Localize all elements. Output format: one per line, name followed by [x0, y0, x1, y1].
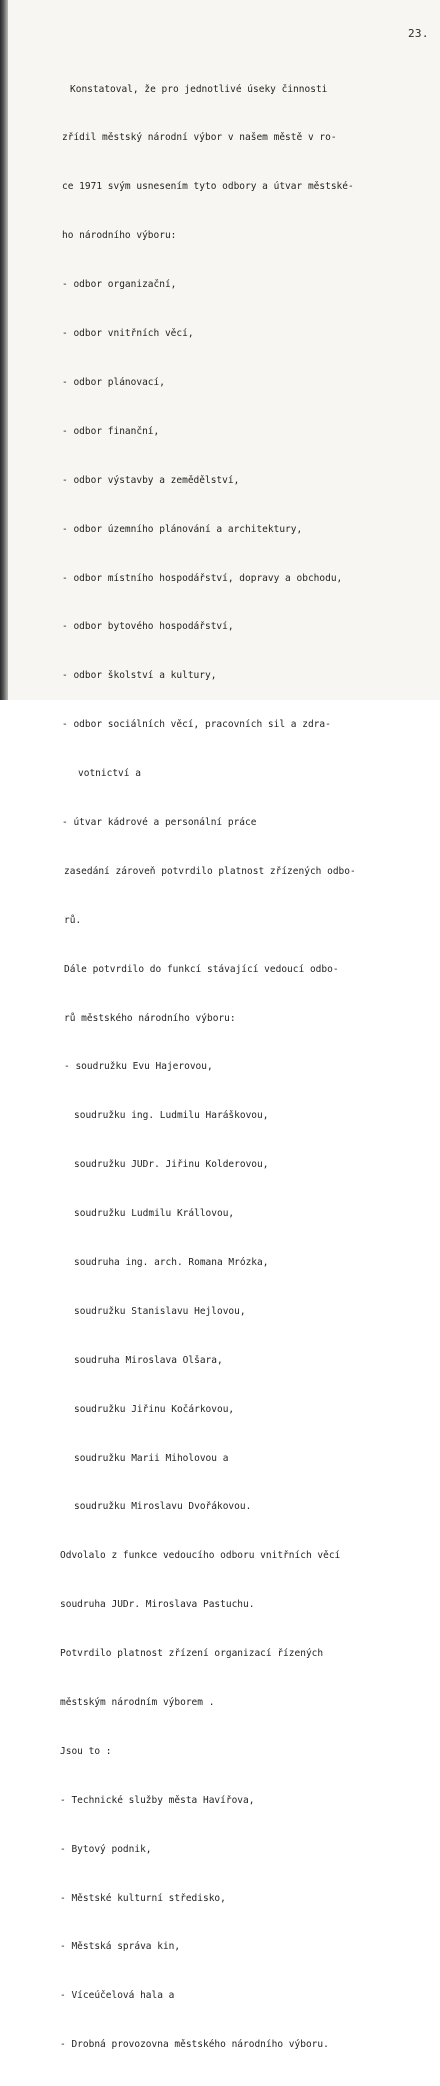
list-item: - Městská správa kin,	[60, 1941, 181, 1953]
text-line: Konstatoval, že pro jednotlivé úseky činnosti	[70, 83, 328, 95]
text-line: Potvrdilo platnost zřízení organizací řízených	[60, 1648, 324, 1660]
list-item: - odbor bytového hospodářství,	[62, 621, 234, 633]
text-line: rů.	[64, 914, 82, 926]
list-item: - odbor vnitřních věcí,	[62, 328, 194, 340]
text-line: rů městského národního výboru:	[64, 1012, 236, 1024]
text-line: Odvolalo z funkce vedoucího odboru vnitřních věcí	[60, 1550, 341, 1562]
list-item: soudruha Miroslava Olšara,	[74, 1354, 223, 1366]
list-item: soudružku Marii Miholovou a	[74, 1452, 229, 1464]
list-item: - Bytový podnik,	[60, 1843, 152, 1855]
text-line: Dále potvrdilo do funkcí stávající vedoucí odbo-	[64, 963, 339, 975]
list-item: soudružku Stanislavu Hejlovou,	[74, 1305, 246, 1317]
list-item: soudružku Miroslavu Dvořákovou.	[74, 1501, 252, 1513]
list-item: - Městské kulturní středisko,	[60, 1892, 226, 1904]
list-item: - odbor místního hospodářství, dopravy a obchodu,	[62, 572, 343, 584]
list-item: soudružku Jiřinu Kočárkovou,	[74, 1403, 235, 1415]
list-item: - odbor výstavby a zemědělství,	[62, 474, 240, 486]
list-item: - Technické služby města Havířova,	[60, 1794, 255, 1806]
list-item-continuation: votnictví a	[78, 768, 141, 780]
list-item: - odbor sociálních věcí, pracovních sil a zdra-	[62, 719, 331, 731]
text-line: soudruha JUDr. Miroslava Pastuchu.	[60, 1599, 255, 1611]
list-item: - Víceúčelová hala a	[60, 1990, 175, 2002]
list-item: - odbor školství a kultury,	[62, 670, 217, 682]
list-item: - soudružku Evu Hajerovou,	[64, 1061, 213, 1073]
list-item: soudružku Ludmilu Krállovou,	[74, 1208, 235, 1220]
text-line: městským národním výborem .	[60, 1696, 215, 1708]
list-item: - odbor finanční,	[62, 425, 160, 437]
list-item: soudružku JUDr. Jiřinu Kolderovou,	[74, 1159, 269, 1171]
text-line: Jsou to :	[60, 1745, 112, 1757]
text-line: ho národního výboru:	[62, 230, 177, 242]
page-number: 23.	[408, 27, 429, 40]
text-line: zřídil městský národní výbor v našem městě v ro-	[62, 132, 337, 144]
list-item: - odbor organizační,	[62, 279, 177, 291]
list-item: - odbor plánovací,	[62, 376, 165, 388]
list-item: soudruha ing. arch. Romana Mrózka,	[74, 1256, 269, 1268]
list-item: - Drobná provozovna městského národního výboru.	[60, 2039, 329, 2051]
text-line: ce 1971 svým usnesením tyto odbory a útvar městské-	[62, 181, 354, 193]
text-line: zasedání zároveň potvrdilo platnost zřízených odbo-	[64, 865, 356, 877]
document-body	[0, 49, 440, 2086]
list-item: - útvar kádrové a personální práce	[62, 816, 257, 828]
list-item: - odbor územního plánování a architektury,	[62, 523, 303, 535]
list-item: soudružku ing. Ludmilu Haráškovou,	[74, 1110, 269, 1122]
